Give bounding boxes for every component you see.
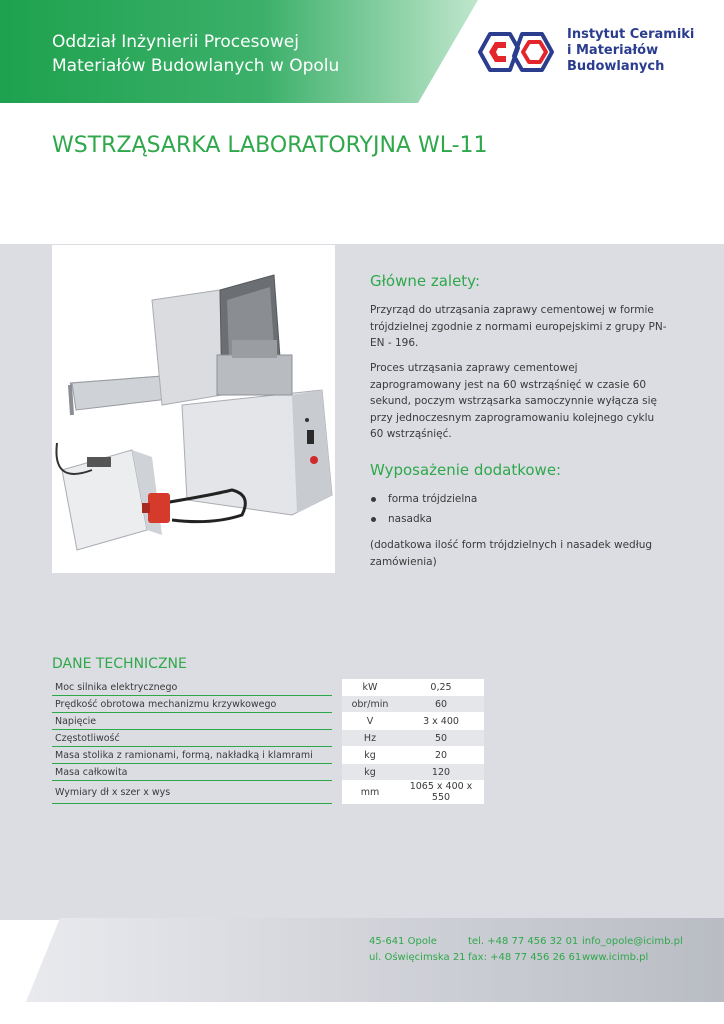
tech-heading: DANE TECHNICZNE <box>52 656 187 672</box>
table-row <box>52 696 484 713</box>
spec-unit: kg <box>342 764 398 781</box>
spec-name: Masa stolika z ramionami, formą, nakładką i klamrami <box>52 747 332 764</box>
spec-name: Prędkość obrotowa mechanizmu krzywkowego <box>52 696 332 713</box>
division-line-1: Oddział Inżynierii Procesowej <box>52 32 299 52</box>
spec-unit: kg <box>342 747 398 764</box>
table-row <box>52 713 484 730</box>
footer-website-link[interactable]: www.icimb.pl <box>582 952 649 963</box>
equipment-list <box>370 489 477 529</box>
equipment-note: (dodatkowa ilość form trójdzielnych i nasadek według zamówienia) <box>370 539 653 568</box>
table-row <box>52 747 484 764</box>
spec-name: Napięcie <box>52 713 332 730</box>
spec-unit: mm <box>342 781 398 804</box>
equipment-item: nasadka <box>370 509 477 529</box>
footer-address-line-1: 45-641 Opole <box>369 936 437 947</box>
table-row <box>52 679 484 696</box>
institute-line-3: Budowlanych <box>567 59 665 74</box>
spec-value: 0,25 <box>398 679 484 696</box>
footer-email-link[interactable]: info_opole@icimb.pl <box>582 936 683 947</box>
spec-value: 50 <box>398 730 484 747</box>
spec-unit: obr/min <box>342 696 398 713</box>
spec-name: Moc silnika elektrycznego <box>52 679 332 696</box>
division-name <box>52 30 339 78</box>
advantages-paragraph-1: Przyrząd do utrząsania zaprawy cementowej w formie trójdzielnej zgodnie z normami europejskimi z grupy PN-EN - 196. <box>370 304 667 349</box>
footer-fax-line: fax: +48 77 456 26 61 <box>468 952 582 963</box>
division-line-2: Materiałów Budowlanych w Opolu <box>52 56 340 76</box>
institute-line-2: i Materiałów <box>567 43 659 58</box>
spec-name: Częstotliwość <box>52 730 332 747</box>
tech-table <box>52 679 484 804</box>
equipment-heading: Wyposażenie dodatkowe: <box>370 461 562 479</box>
spec-name: Wymiary dł x szer x wys <box>52 781 332 804</box>
footer-address <box>369 934 466 966</box>
advantages-paragraph-2: Proces utrząsania zaprawy cementowej zaprogramowany jest na 60 wstrząśnięć w czasie 60 sekund, poczym wstrząsarka samoczynnie wyłącza się przy jednoczesnym zaprogramowaniu kolejnego cyklu 60 wstrząśnięć. <box>370 362 658 440</box>
spec-value: 3 x 400 <box>398 713 484 730</box>
spec-unit: kW <box>342 679 398 696</box>
advantages-heading: Główne zalety: <box>370 272 481 290</box>
institute-name <box>567 27 694 75</box>
equipment-item: forma trójdzielna <box>370 489 477 509</box>
product-photo <box>52 245 335 573</box>
page-title: WSTRZĄSARKA LABORATORYJNA WL-11 <box>52 133 488 158</box>
spec-unit: Hz <box>342 730 398 747</box>
spec-value: 60 <box>398 696 484 713</box>
table-row <box>52 730 484 747</box>
icimb-logo <box>476 26 556 78</box>
footer-phone <box>468 934 581 966</box>
spec-value: 20 <box>398 747 484 764</box>
footer-contact <box>582 934 683 966</box>
table-row <box>52 781 484 804</box>
spec-value: 1065 x 400 x 550 <box>398 781 484 804</box>
spec-unit: V <box>342 713 398 730</box>
spec-name: Masa całkowita <box>52 764 332 781</box>
institute-line-1: Instytut Ceramiki <box>567 27 695 42</box>
footer-phone-line: tel. +48 77 456 32 01 <box>468 936 579 947</box>
spec-value: 120 <box>398 764 484 781</box>
footer-address-line-2: ul. Oświęcimska 21 <box>369 952 466 963</box>
table-row <box>52 764 484 781</box>
